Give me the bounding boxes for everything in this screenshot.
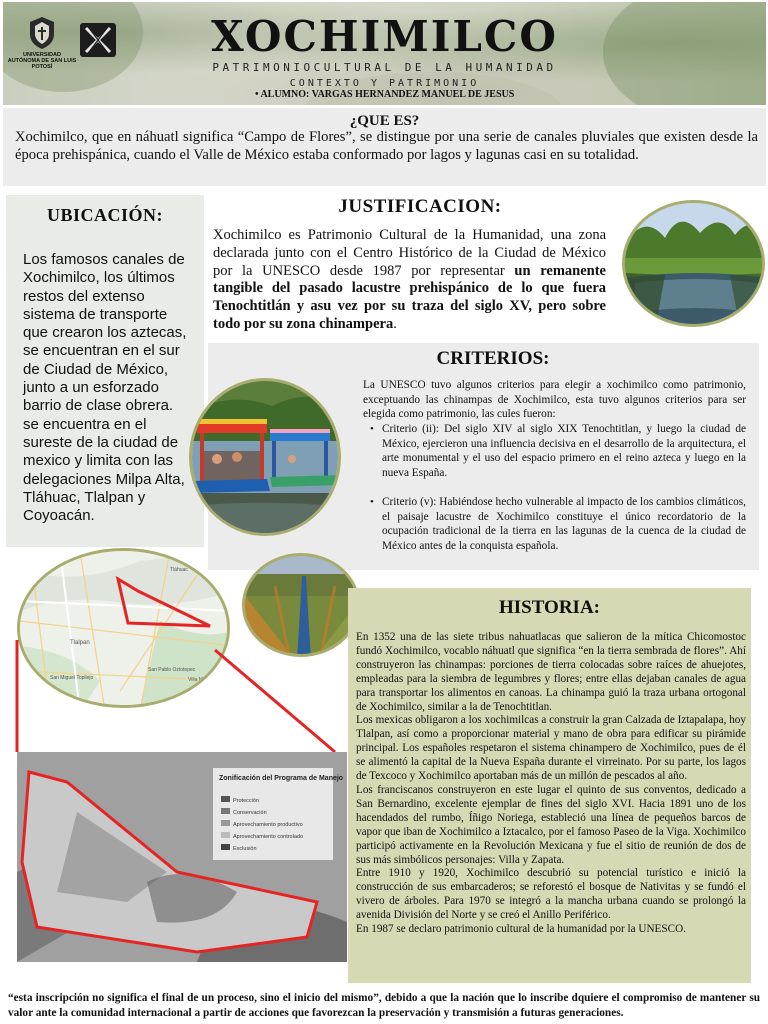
canal-photo — [622, 200, 765, 327]
historia-paragraph: En 1352 una de las siete tribus nahuatlacas que salieron de la mítica Chicomostoc fundó Xochimilco, vocablo náhuatl que significa “en la tierra sembrada de flores”. Ahí construyeron las chinampas: porciones de tierra colocadas sobre raíces de ahuejotes, empleadas para la siembra de legumbres y flores; entre ellas dejaban canales de agua para transportar los alimentos en canoas. La chinampa guió la traza urbana ortogonal de Xochimilco, similar a la de Tenochtitlan. — [356, 631, 746, 713]
map-label: San Pablo Oztotepec — [148, 667, 196, 673]
zoning-map — [17, 752, 347, 962]
que-es-section — [3, 108, 766, 186]
canal-photo-image — [625, 203, 765, 327]
criterio-text: Criterio (ii): Del siglo XIV al siglo XIX Tenochtitlan, y luego la ciudad de México, ejercieron una influencia decisiva en el desarrollo de la arquitectura, el arte monumental y el uso del espacio primero en el reino azteca y luego en la nueva España. — [382, 423, 746, 479]
criterios-intro: La UNESCO tuvo algunos criterios para elegir a xochimilco como patrimonio, exceptuando las chinampas de Xochimilco, esta tuvo algunos criterios para ser elegida como patrimonio, las cules fueron: — [363, 379, 746, 420]
justificacion-text-bold: un remanente tangible del pasado lacustre prehispánico de lo que fuera Tenochtitlán y asu vez por su traza del siglo XV, pero sobre todo por su zona chinampera — [213, 262, 606, 332]
historia-title: HISTORIA: — [498, 597, 600, 618]
student-name-text: ALUMNO: VARGAS HERNANDEZ MANUEL DE JESUS — [260, 89, 515, 100]
historia-paragraph: Los mexicas obligaron a los xochimilcas a construir la gran Calzada de Iztapalapa, hoy Tlalpan, así como a proporcionar material y mano de obra para edificar su pirámide principal. Los españoles respetaron el sistema chinampero de Xochimilco, pues de él se alimentó la capital de la Nueva España durante el virreinato. Por su parte, los lagos de Texcoco y Xochimilco aportaban más de un millón de pescados al año. — [356, 714, 746, 783]
que-es-title: ¿QUE ES? — [349, 113, 420, 129]
ubicacion-text-1: Los famosos canales de Xochimilco, los últimos restos del extenso sistema de transporte que crearon los aztecas, se encuentran en el sur de Ciudad de México, junto a un esforzado barrio de clase obrera. — [23, 251, 187, 415]
criterio-text: Criterio (v): Habiéndose hecho vulnerable al impacto de los cambios climáticos, el paisaje lacustre de Xochimilco constituye el único recordatorio de la ocupación tradicional de la tierra en las lagunas de la cuenca de la ciudad de México antes de la conquista española. — [382, 496, 746, 552]
ubicacion-title: UBICACIÓN: — [46, 205, 163, 225]
map-label: Tláhuac — [170, 567, 188, 573]
justificacion-text-end: . — [393, 315, 397, 332]
header-banner — [3, 2, 766, 105]
zoning-legend-item: Exclusión — [233, 846, 257, 852]
zoning-legend-item: Conservación — [233, 810, 267, 816]
historia-text — [356, 631, 746, 937]
historia-paragraph: Los franciscanos construyeron en este lugar el quinto de sus conventos, dedicado a San Bernardino, excelente ejemplar de fines del siglo XVI. Hacia 1891 uno de los hacendados del rumbo, Íñigo Noriega, estableció una línea de pequeños barcos de vapor que iban de Xochimilco a Iztacalco, por el famoso Paseo de la Viga. Xochimilco participó activamente en la Revolución Mexicana y fue el sitio de reunión de dos de sus más simbólicos personajes: Villa y Zapata. — [356, 783, 746, 866]
zoning-legend-item: Aprovechamiento controlado — [233, 834, 304, 840]
ubicacion-text — [23, 251, 193, 525]
footer-quote: “esta inscripción no significa el final de un proceso, sino el inicio del mismo”, debido a que la nación que lo inscribe dquiere el compromiso de mantener su valor ante la comunidad internacional a partir de acciones que favorezcan la preservación y transmisión a futuras generaciones. — [8, 992, 760, 1019]
page-subtitle: PATRIMONIOCULTURAL DE LA HUMANIDAD — [212, 61, 557, 74]
ubicacion-text-2: se encuentra en el sureste de la ciudad de mexico y limita con las delegaciones Milpa Alta, Tláhuac, Tlalpan y Coyoacán. — [23, 415, 185, 525]
historia-section — [348, 588, 751, 983]
justificacion-text — [213, 227, 606, 334]
que-es-text: Xochimilco, que en náhuatl significa “Campo de Flores”, se distingue por una serie de canales pluviales que existen desde la época prehispánica, cuando el Valle de México estaba conformado por lagos y lagunas casi en su totalidad. — [15, 129, 758, 163]
justificacion-title: JUSTIFICACION: — [338, 196, 502, 217]
trajineras-photo — [189, 378, 341, 536]
map-label: Tlalpan — [70, 640, 90, 646]
criterio-item — [370, 495, 746, 553]
map-label: Villa Milpa Alta — [188, 677, 221, 683]
course-name: CONTEXTO Y PATRIMONIO — [289, 78, 480, 89]
criterio-item — [370, 422, 746, 480]
trajineras-photo-image — [192, 381, 341, 536]
page-title: XOCHIMILCO — [211, 12, 558, 61]
historia-paragraph: En 1987 se declaro patrimonio cultural de la humanidad por la UNESCO. — [356, 923, 686, 936]
university-name: UNIVERSIDAD AUTÓNOMA DE SAN LUIS POTOSÍ — [7, 52, 77, 70]
zoning-legend-item: Aprovechamiento productivo — [233, 822, 303, 828]
student-name: • ALUMNO: VARGAS HERNANDEZ MANUEL DE JESUS — [255, 89, 515, 100]
map-connector-lines — [0, 560, 360, 760]
justificacion-text-plain: Xochimilco es Patrimonio Cultural de la Humanidad, una zona declarada junto con el Centro Histórico de la Ciudad de México por la UNESCO desde 1987 por representar — [213, 227, 606, 279]
zoning-title: Zonificación del Programa de Manejo — [219, 775, 344, 782]
historia-paragraph: Entre 1910 y 1920, Xochimilco descubrió su potencial turístico e inició la construcción de sus embarcaderos; se reforestó el bosque de Nativitas y se fundó el vivero de árboles. Para 1970 se integró a la mancha urbana cuando se prolongó la avenida División del Norte y se creó el Anillo Periférico. — [356, 867, 746, 922]
bullet-icon: • — [370, 496, 374, 508]
zoning-legend-item: Protección — [233, 798, 259, 804]
ubicacion-section — [6, 195, 204, 547]
bullet-icon: • — [370, 423, 374, 435]
criterios-title: CRITERIOS: — [436, 348, 550, 369]
zoning-map-image — [17, 752, 347, 962]
map-label: San Miguel Topilejo — [50, 675, 94, 681]
